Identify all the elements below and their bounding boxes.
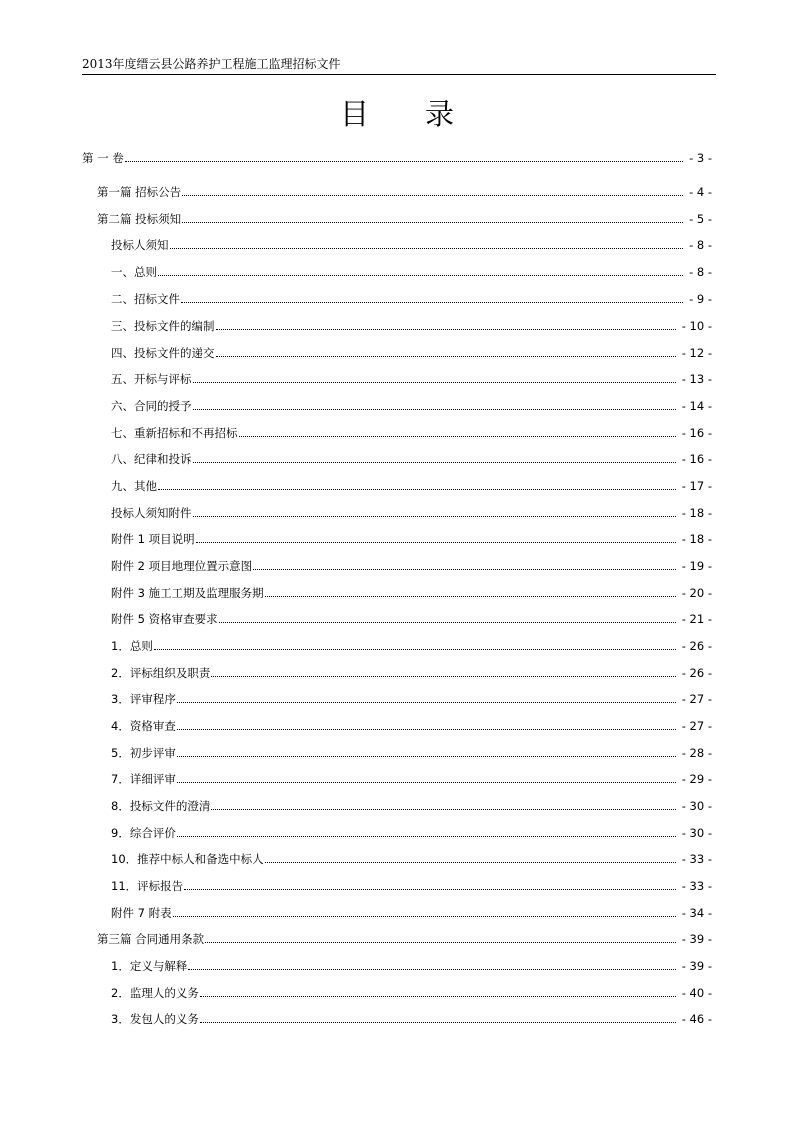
toc-page-number: - 26 - <box>681 639 712 653</box>
toc-label: 10．推荐中标人和备选中标人 <box>111 852 264 866</box>
toc-entry[interactable] <box>111 985 712 1001</box>
toc-entry[interactable] <box>111 878 712 894</box>
dot-leader <box>265 862 676 863</box>
toc-entry[interactable] <box>111 771 712 787</box>
toc-entry[interactable] <box>111 451 712 467</box>
toc-page-number: - 18 - <box>681 506 712 520</box>
toc-label: 投标人须知 <box>111 238 169 252</box>
toc-label: 8．投标文件的澄清 <box>111 799 211 813</box>
toc-page-number: - 39 - <box>681 959 712 973</box>
dot-leader <box>182 195 683 196</box>
toc-label: 第三篇 合同通用条款 <box>97 932 205 946</box>
toc-label: 六、合同的授予 <box>111 399 192 413</box>
toc-entry[interactable] <box>111 398 712 414</box>
toc-label: 附件 7 附表 <box>111 906 172 920</box>
toc-label: 附件 1 项目说明 <box>111 532 195 546</box>
toc-label: 附件 3 施工工期及监理服务期 <box>111 586 264 600</box>
dot-leader <box>239 436 676 437</box>
toc-entry[interactable] <box>111 558 712 574</box>
dot-leader <box>200 996 676 997</box>
toc-page-number: - 17 - <box>681 479 712 493</box>
dot-leader <box>158 489 676 490</box>
dot-leader <box>193 516 676 517</box>
toc-page-number: - 13 - <box>681 372 712 386</box>
dot-leader <box>196 542 676 543</box>
toc-label: 三、投标文件的编制 <box>111 319 215 333</box>
dot-leader <box>188 969 675 970</box>
dot-leader <box>200 1022 676 1023</box>
toc-page-number: - 18 - <box>681 532 712 546</box>
dot-leader <box>170 248 684 249</box>
toc-page-number: - 19 - <box>681 559 712 573</box>
toc-entry-part-2[interactable] <box>97 211 712 227</box>
toc-page-number: - 30 - <box>681 799 712 813</box>
dot-leader <box>125 161 683 162</box>
dot-leader <box>219 622 676 623</box>
toc-entry[interactable] <box>111 531 712 547</box>
dot-leader <box>211 676 675 677</box>
toc-label: 第 一 卷 <box>82 151 124 165</box>
toc-page-number: - 10 - <box>681 319 712 333</box>
dot-leader <box>154 649 676 650</box>
toc-label: 第二篇 投标须知 <box>97 212 182 226</box>
toc-entry[interactable] <box>111 745 712 761</box>
toc-page-number: - 34 - <box>681 906 712 920</box>
toc-page-number: - 5 - <box>689 212 712 226</box>
toc-entry[interactable] <box>111 291 712 307</box>
dot-leader <box>158 275 683 276</box>
toc-entry[interactable] <box>111 665 712 681</box>
toc-page-number: - 33 - <box>681 879 712 893</box>
toc-page-number: - 33 - <box>681 852 712 866</box>
toc-label: 9．综合评价 <box>111 826 176 840</box>
dot-leader <box>177 782 676 783</box>
toc-page-number: - 16 - <box>681 426 712 440</box>
toc-page-number: - 26 - <box>681 666 712 680</box>
toc-page-number: - 30 - <box>681 826 712 840</box>
dot-leader <box>193 462 676 463</box>
toc-label: 1．定义与解释 <box>111 959 188 973</box>
toc-label: 3．评审程序 <box>111 692 176 706</box>
toc-entry[interactable] <box>111 851 712 867</box>
toc-label: 九、其他 <box>111 479 157 493</box>
toc-page-number: - 16 - <box>681 452 712 466</box>
toc-label: 一、总则 <box>111 265 157 279</box>
toc-label: 七、重新招标和不再招标 <box>111 426 238 440</box>
toc-label: 二、招标文件 <box>111 292 180 306</box>
toc-entry[interactable] <box>111 585 712 601</box>
dot-leader <box>193 382 676 383</box>
toc-entry[interactable] <box>111 638 712 654</box>
toc-entry[interactable] <box>111 264 712 280</box>
toc-entry[interactable] <box>111 318 712 334</box>
dot-leader <box>181 302 683 303</box>
toc-page-number: - 8 - <box>689 238 712 252</box>
toc-entry[interactable] <box>111 1011 712 1027</box>
toc-page-number: - 39 - <box>681 932 712 946</box>
toc-page-number: - 12 - <box>681 346 712 360</box>
toc-page-number: - 21 - <box>681 612 712 626</box>
toc-page-number: - 20 - <box>681 586 712 600</box>
header-title: 2013年度缙云县公路养护工程施工监理招标文件 <box>82 57 341 71</box>
toc-page-number: - 27 - <box>681 692 712 706</box>
toc-page-number: - 14 - <box>681 399 712 413</box>
toc-label: 第一篇 招标公告 <box>97 185 182 199</box>
toc-label: 4．资格审查 <box>111 719 176 733</box>
toc-page-number: - 8 - <box>689 265 712 279</box>
dot-leader <box>211 809 675 810</box>
dot-leader <box>193 409 676 410</box>
toc-page-number: - 46 - <box>681 1012 712 1026</box>
toc-entry[interactable] <box>111 798 712 814</box>
toc-entry[interactable] <box>111 505 712 521</box>
toc-page-number: - 29 - <box>681 772 712 786</box>
toc-label: 5．初步评审 <box>111 746 176 760</box>
dot-leader <box>184 889 676 890</box>
toc-entry[interactable] <box>111 425 712 441</box>
toc-page-number: - 3 - <box>689 151 712 165</box>
toc-label: 投标人须知附件 <box>111 506 192 520</box>
toc-label: 3．发包人的义务 <box>111 1012 199 1026</box>
toc-page-number: - 4 - <box>689 185 712 199</box>
toc-label: 附件 2 项目地理位置示意图 <box>111 559 253 573</box>
dot-leader <box>182 222 683 223</box>
page-title: 目录 <box>339 97 510 131</box>
toc-label: 2．监理人的义务 <box>111 986 199 1000</box>
dot-leader <box>177 729 676 730</box>
toc-label: 八、纪律和投诉 <box>111 452 192 466</box>
dot-leader <box>216 329 676 330</box>
toc-label: 五、开标与评标 <box>111 372 192 386</box>
toc-entry[interactable] <box>111 478 712 494</box>
toc-entry[interactable] <box>111 825 712 841</box>
toc-entry[interactable] <box>111 237 712 253</box>
dot-leader <box>265 596 676 597</box>
dot-leader <box>173 916 676 917</box>
dot-leader <box>177 836 676 837</box>
toc-label: 7．详细评审 <box>111 772 176 786</box>
toc-entry[interactable] <box>111 905 712 921</box>
toc-entry[interactable] <box>111 371 712 387</box>
toc-label: 附件 5 资格审查要求 <box>111 612 218 626</box>
toc-label: 2．评标组织及职责 <box>111 666 211 680</box>
dot-leader <box>205 942 676 943</box>
toc-page-number: - 27 - <box>681 719 712 733</box>
toc-entry[interactable] <box>111 611 712 627</box>
toc-entry[interactable] <box>111 691 712 707</box>
toc-entry-volume-1[interactable] <box>82 150 712 166</box>
toc-entry[interactable] <box>111 345 712 361</box>
toc-label: 四、投标文件的递交 <box>111 346 215 360</box>
toc-label: 1．总则 <box>111 639 153 653</box>
toc-label: 11．评标报告 <box>111 879 184 893</box>
toc-page-number: - 9 - <box>689 292 712 306</box>
toc-page-number: - 28 - <box>681 746 712 760</box>
dot-leader <box>177 702 676 703</box>
dot-leader <box>253 569 676 570</box>
toc-entry-part-3[interactable] <box>97 931 712 947</box>
toc-page-number: - 40 - <box>681 986 712 1000</box>
toc-entry-part-1[interactable] <box>97 184 712 200</box>
toc-entry[interactable] <box>111 958 712 974</box>
dot-leader <box>177 756 676 757</box>
toc-entry[interactable] <box>111 718 712 734</box>
dot-leader <box>216 356 676 357</box>
